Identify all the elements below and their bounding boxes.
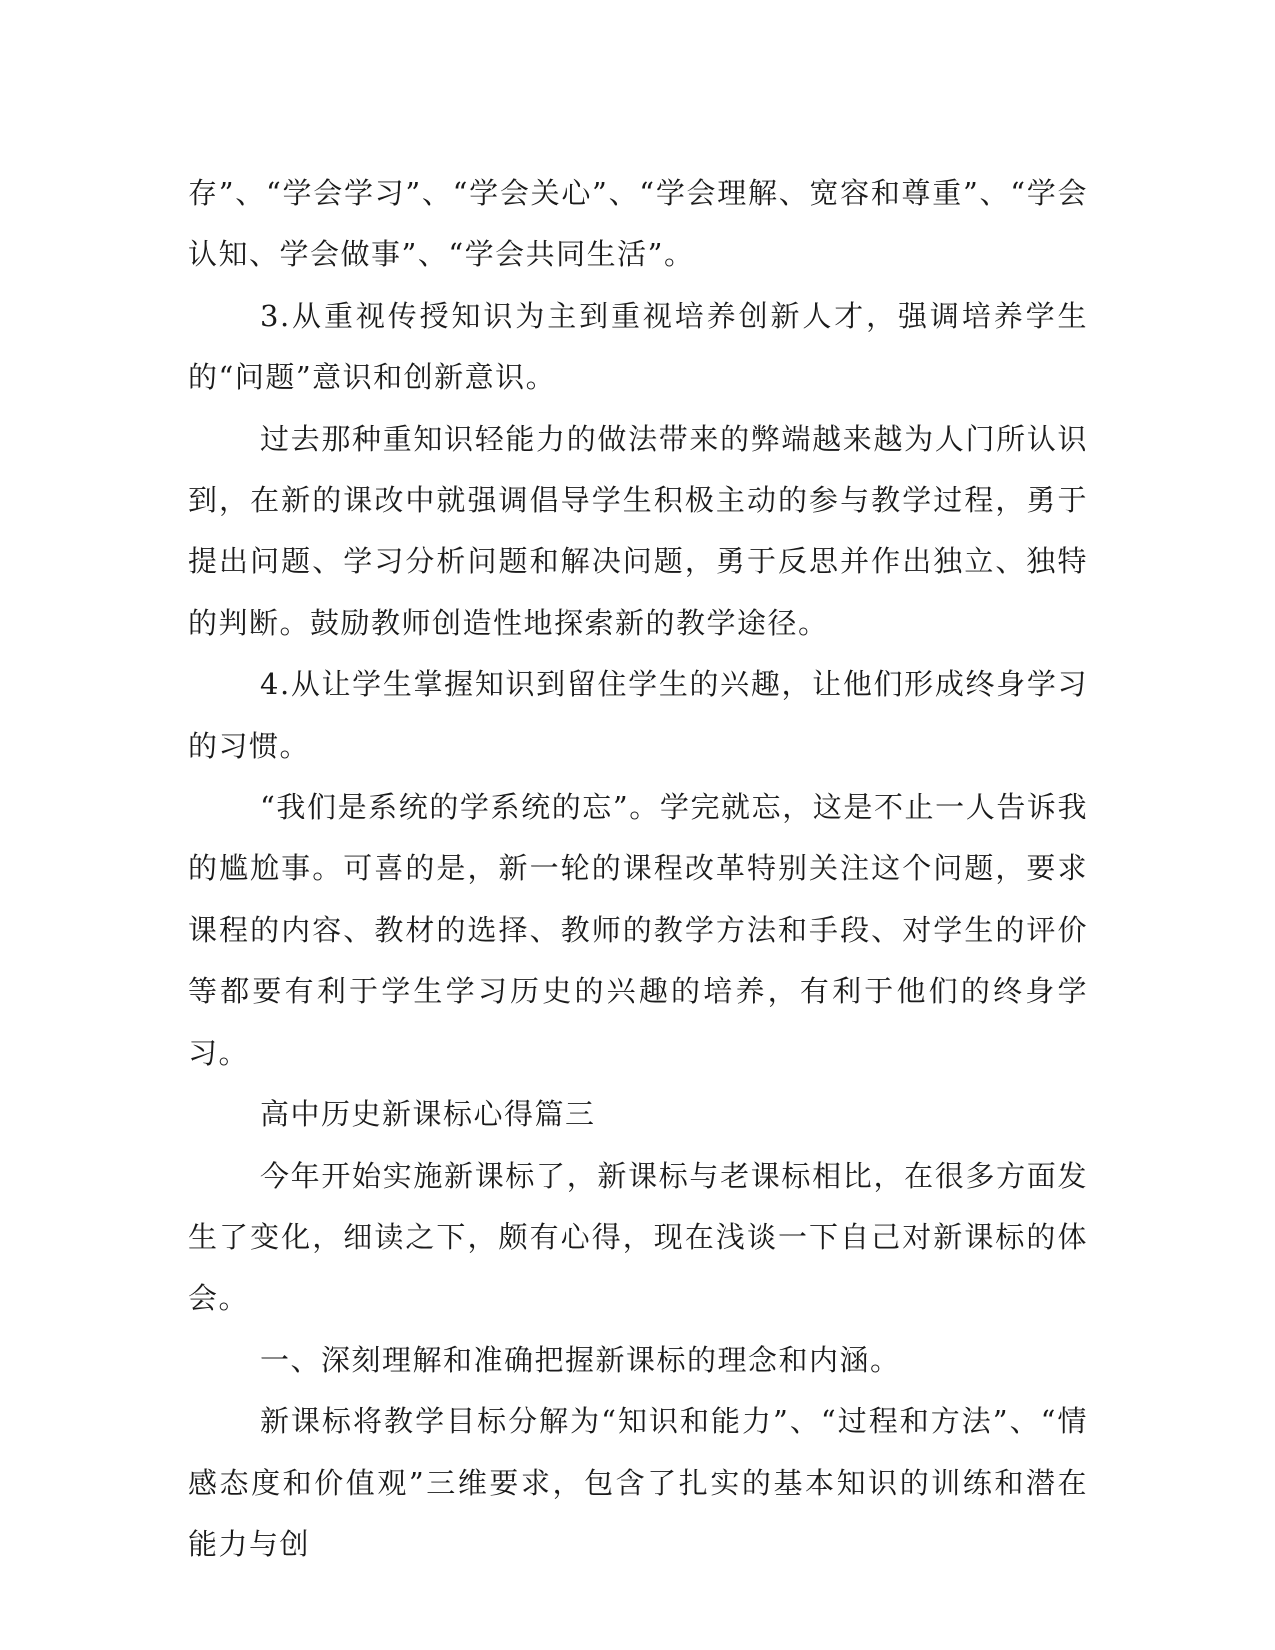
paragraph-three-dimensions: 新课标将教学目标分解为“知识和能力”、“过程和方法”、“情感态度和价值观”三维要求，包含了扎实的基本知识的训练和潜在能力与创 — [188, 1404, 1088, 1561]
paragraph-new-standard-intro: 今年开始实施新课标了，新课标与老课标相比，在很多方面发生了变化，细读之下，颇有心得，现在浅谈一下自己对新课标的体会。 — [188, 1158, 1088, 1316]
paragraph-point-4: 4.从让学生掌握知识到留住学生的兴趣，让他们形成终身学习的习惯。 — [188, 667, 1088, 763]
document-body — [188, 163, 1088, 1575]
paragraph-point-3: 3.从重视传授知识为主到重视培养创新人才，强调培养学生的“问题”意识和创新意识。 — [188, 298, 1088, 395]
subheading-one: 一、深刻理解和准确把握新课标的理念和内涵。 — [260, 1342, 901, 1377]
section-heading: 高中历史新课标心得篇三 — [260, 1097, 596, 1132]
paragraph-continuation: 存”、“学会学习”、“学会关心”、“学会理解、宽容和尊重”、“学会认知、学会做事”、“学会共同生活”。 — [188, 176, 1088, 272]
paragraph-past-practice: 过去那种重知识轻能力的做法带来的弊端越来越为人门所认识到，在新的课改中就强调倡导学生积极主动的参与教学过程，勇于提出问题、学习分析问题和解决问题，勇于反思并作出独立、独特的判断。鼓励教师创造性地探索新的教学途径。 — [188, 421, 1088, 640]
paragraph-lifelong-learning: “我们是系统的学系统的忘”。学完就忘，这是不止一人告诉我的尴尬事。可喜的是，新一轮的课程改革特别关注这个问题，要求课程的内容、教材的选择、教师的教学方法和手段、对学生的评价等都要有利于学生学习历史的兴趣的培养，有利于他们的终身学习。 — [188, 790, 1088, 1070]
